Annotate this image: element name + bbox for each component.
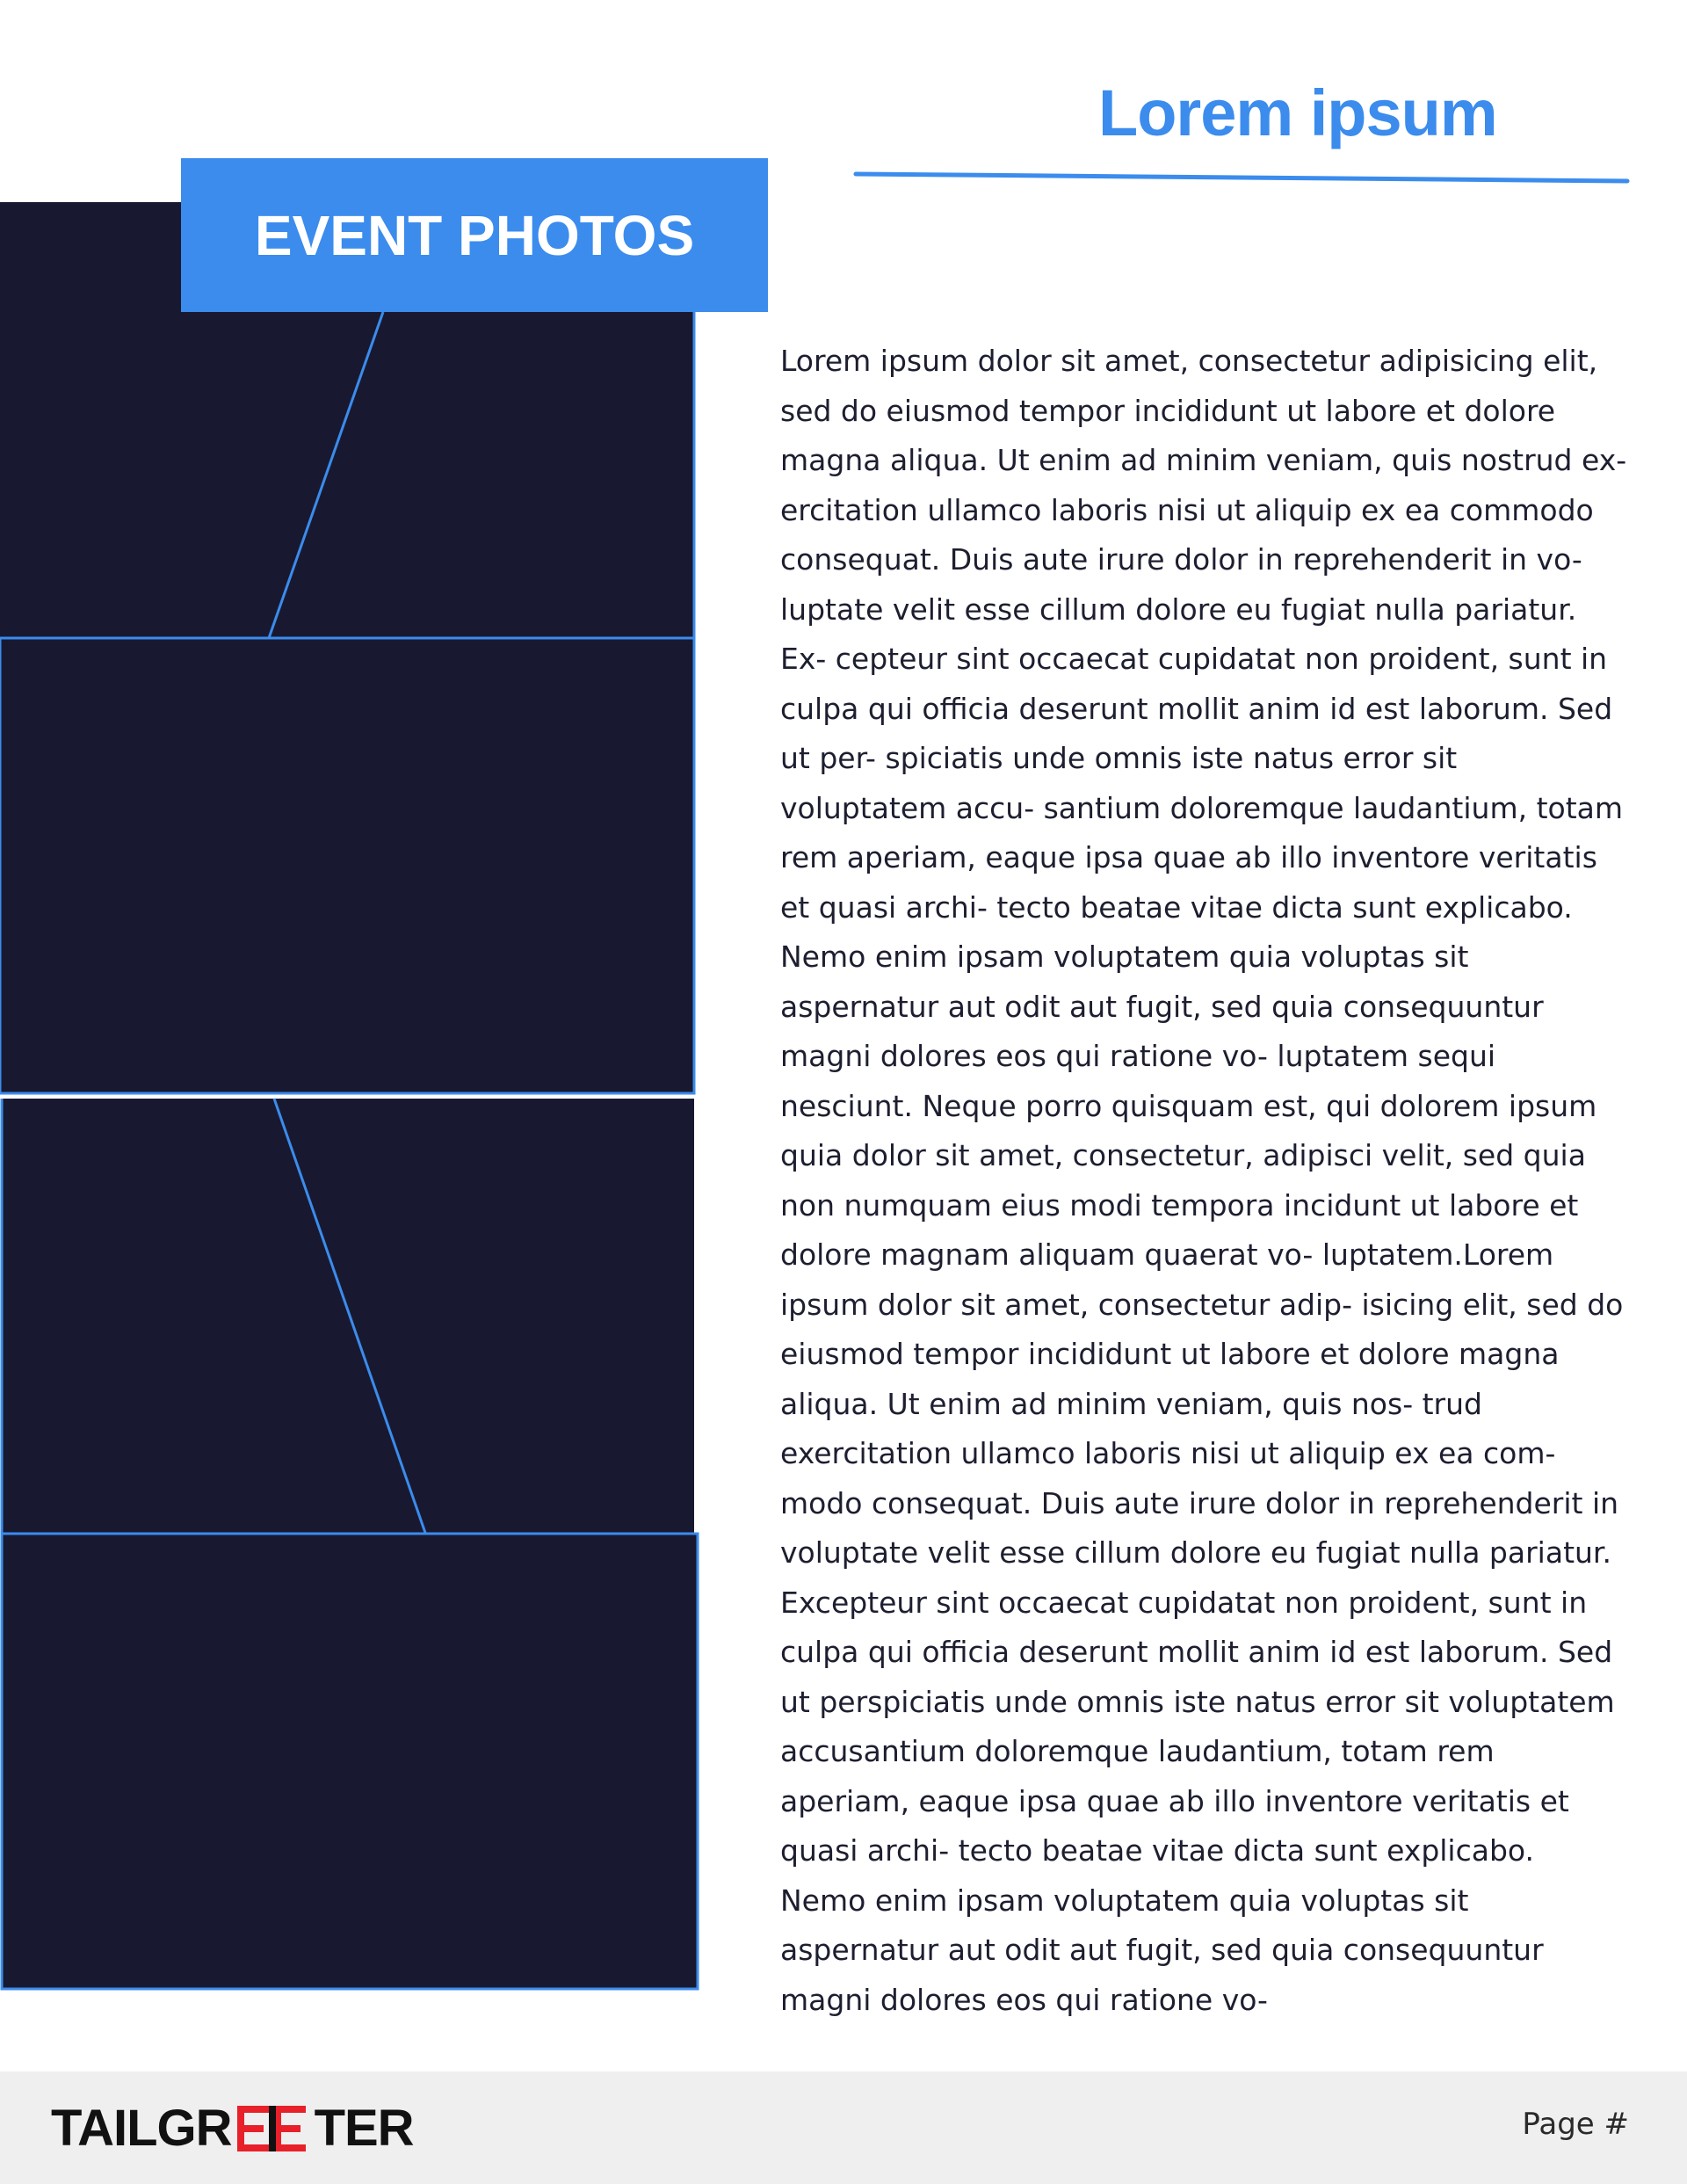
event-photos-banner bbox=[181, 158, 768, 312]
photo-placeholder-6 bbox=[2, 1534, 698, 1989]
page-number: Page # bbox=[1522, 2107, 1629, 2142]
tailgreeter-logo bbox=[51, 2098, 414, 2159]
page-footer bbox=[0, 2072, 1687, 2184]
logo-text-left: TAILGR bbox=[51, 2100, 232, 2157]
heading-underline bbox=[852, 165, 1643, 192]
page-title: Lorem ipsum bbox=[1098, 76, 1497, 149]
photo-placeholder-3 bbox=[0, 638, 694, 1093]
banner-label: EVENT PHOTOS bbox=[254, 203, 695, 267]
body-paragraph: Lorem ipsum dolor sit amet, consectetur adipisicing elit, sed do eiusmod tempor incididunt ut labore et dolore magna aliqua. Ut enim ad minim veniam, quis nostrud ex- ercitation ullamco laboris nisi ut aliquip ex ea commodo consequat. Duis aute irure dolor in reprehenderit in vo- luptate velit esse cillum dolore eu fugiat nulla pariatur. Ex- cepteur sint occaecat cupidatat non proident, sunt in culpa qui officia deserunt mollit anim id est laborum. Sed ut per- spiciatis unde omnis iste natus error sit voluptatem accu- santium doloremque laudantium, totam rem aperiam, eaque ipsa quae ab illo inventore veritatis et quasi archi- tecto beatae vitae dicta sunt explicabo. Nemo enim ipsam voluptatem quia voluptas sit aspernatur aut odit aut fugit, sed quia consequuntur magni dolores eos qui ratione vo- luptatem sequi nesciunt. Neque porro quisquam est, qui dolorem ipsum quia dolor sit amet, consectetur, adipisci velit, sed quia non numquam eius modi tempora incidunt ut labore et dolore magnam aliquam quaerat vo- luptatem.Lorem ipsum dolor sit amet, consectetur adip- isicing elit, sed do eiusmod tempor incididunt ut labore et dolore magna aliqua. Ut enim ad minim veniam, quis nos- trud exercitation ullamco laboris nisi ut aliquip ex ea com- modo consequat. Duis aute irure dolor in reprehenderit in voluptate velit esse cillum dolore eu fugiat nulla pariatur. Excepteur sint occaecat cupidatat non proident, sunt in culpa qui officia deserunt mollit anim id est laborum. Sed ut perspiciatis unde omnis iste natus error sit voluptatem accusantium doloremque laudantium, totam rem aperiam, eaque ipsa quae ab illo inventore veritatis et quasi archi- tecto beatae vitae dicta sunt explicabo. Nemo enim ipsam voluptatem quia voluptas sit aspernatur aut odit aut fugit, sed quia consequuntur magni dolores eos qui ratione vo- bbox=[780, 344, 1627, 2017]
logo-text-right: TER bbox=[314, 2100, 414, 2157]
logo-double-e-mark bbox=[234, 2104, 313, 2153]
